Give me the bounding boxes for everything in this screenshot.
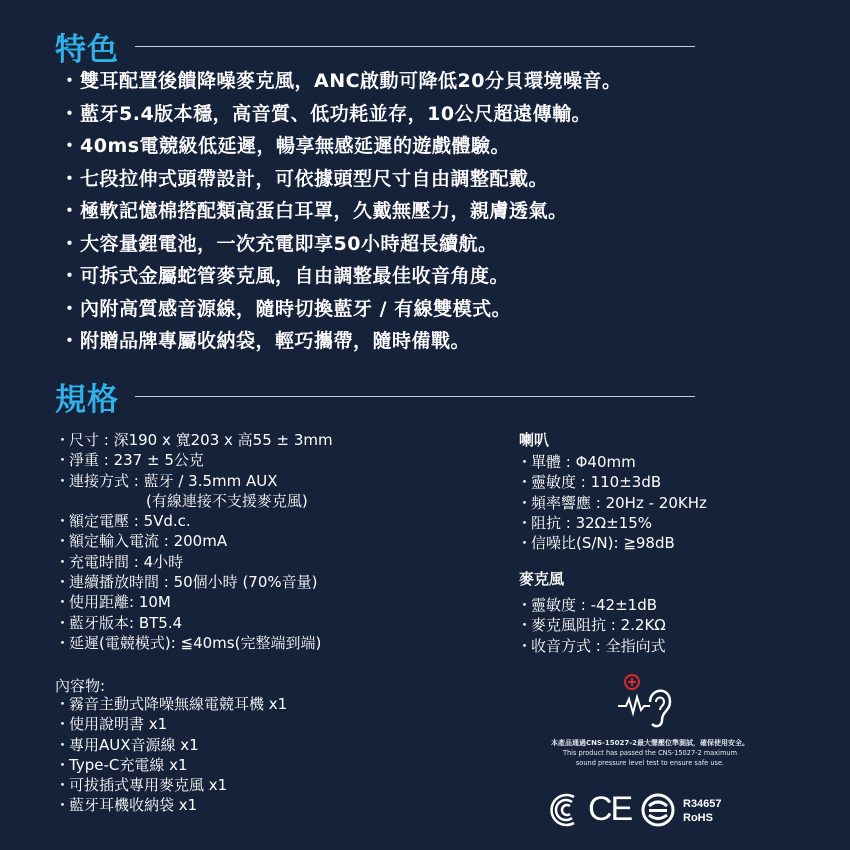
specs-left-list — [55, 430, 333, 653]
contents-item: ・霧音主動式降噪無線電競耳機 x1 — [55, 695, 288, 713]
spec-item: ・延遲(電競模式): ≦40ms(完整端到端) — [55, 633, 322, 652]
wireless-certification-icon — [548, 793, 582, 827]
mic-title: 麥克風 — [519, 570, 565, 588]
mic-spec-item: ・麥克風阻抗 : 2.2KΩ — [517, 616, 666, 635]
spec-item: ・連接方式 : 藍牙 / 3.5mm AUX — [55, 471, 278, 490]
speaker-spec-item: ・頻率響應 : 20Hz - 20KHz — [517, 493, 707, 512]
bsmi-mark-icon — [640, 792, 676, 828]
feature-item: ・大容量鋰電池，一次充電即享50小時超長續航。 — [60, 232, 498, 255]
feature-item: ・藍牙5.4版本穩，高音質、低功耗並存，10公尺超遠傳輸。 — [60, 102, 592, 125]
feature-item: ・可拆式金屬蛇管麥克風，自由調整最佳收音角度。 — [60, 265, 510, 287]
features-list — [60, 65, 622, 358]
spec-item: ・充電時間 : 4小時 — [55, 552, 184, 571]
spec-item: ・連續播放時間 : 50個小時 (70%音量) — [55, 573, 318, 592]
certification-line-zh: 本產品通過CNS-15027-2最大聲壓位準測試，確保使用安全。 — [550, 739, 750, 747]
feature-item: ・40ms電競級低延遲，暢享無感延遲的遊戲體驗。 — [60, 135, 511, 157]
specs-header — [55, 374, 695, 419]
features-header — [55, 24, 695, 69]
features-divider — [135, 46, 695, 47]
spec-item: ・額定輸入電流 : 200mA — [55, 532, 228, 551]
mic-list — [517, 595, 666, 656]
contents-item: ・藍牙耳機收納袋 x1 — [55, 796, 198, 815]
certification-note — [515, 738, 785, 768]
feature-item: ・內附高質感音源線，隨時切換藍牙 / 有線雙模式。 — [60, 297, 512, 320]
mic-spec-item: ・收音方式 : 全指向式 — [517, 636, 666, 655]
spec-item: ・淨重 : 237 ± 5公克 — [55, 451, 204, 470]
contents-item: ・專用AUX音源線 x1 — [55, 735, 199, 754]
spec-item: ・尺寸 : 深190 x 寬203 x 高55 ± 3mm — [55, 431, 333, 449]
rohs-label: RoHS — [683, 812, 713, 824]
bsmi-code: R34657 — [683, 798, 722, 810]
certification-line-en-1: This product has passed the CNS-15027-2 maximum — [562, 749, 738, 757]
contents-item: ・Type-C充電線 x1 — [55, 755, 188, 774]
feature-item: ・七段拉伸式頭帶設計，可依據頭型尺寸自由調整配戴。 — [60, 167, 549, 190]
specs-title: 規格 — [55, 382, 119, 418]
ce-mark-icon: CE — [588, 790, 632, 828]
feature-item: ・雙耳配置後饋降噪麥克風，ANC啟動可降低20分貝環境噪音。 — [60, 70, 622, 92]
feature-item: ・極軟記憶棉搭配類高蛋白耳罩，久戴無壓力，親膚透氣。 — [60, 200, 568, 222]
spec-item-note: (有線連接不支援麥克風) — [146, 491, 308, 510]
specs-divider — [135, 396, 695, 397]
speaker-spec-item: ・靈敏度 : 110±3dB — [517, 473, 662, 492]
contents-title: 內容物: — [55, 677, 106, 695]
hearing-safety-icon — [614, 672, 676, 730]
contents-list — [55, 694, 287, 816]
speaker-list — [517, 452, 707, 553]
spec-item: ・額定電壓 : 5Vd.c. — [55, 512, 191, 531]
speaker-title: 喇叭 — [519, 431, 550, 449]
spec-item: ・藍牙版本: BT5.4 — [55, 613, 183, 632]
feature-item: ・附贈品牌專屬收納袋，輕巧攜帶，隨時備戰。 — [60, 330, 471, 352]
contents-item: ・使用說明書 x1 — [55, 715, 168, 734]
mic-spec-item: ・靈敏度 : -42±1dB — [517, 596, 658, 614]
speaker-spec-item: ・阻抗 : 32Ω±15% — [517, 513, 653, 532]
spec-item: ・使用距離: 10M — [55, 593, 171, 612]
speaker-spec-item: ・信噪比(S/N): ≧98dB — [517, 534, 675, 553]
features-title: 特色 — [55, 32, 119, 68]
contents-item: ・可拔插式專用麥克風 x1 — [55, 776, 228, 795]
certification-line-en-2: sound pressure level test to ensure safe use. — [575, 759, 725, 767]
speaker-spec-item: ・單體 : Φ40mm — [517, 453, 636, 471]
